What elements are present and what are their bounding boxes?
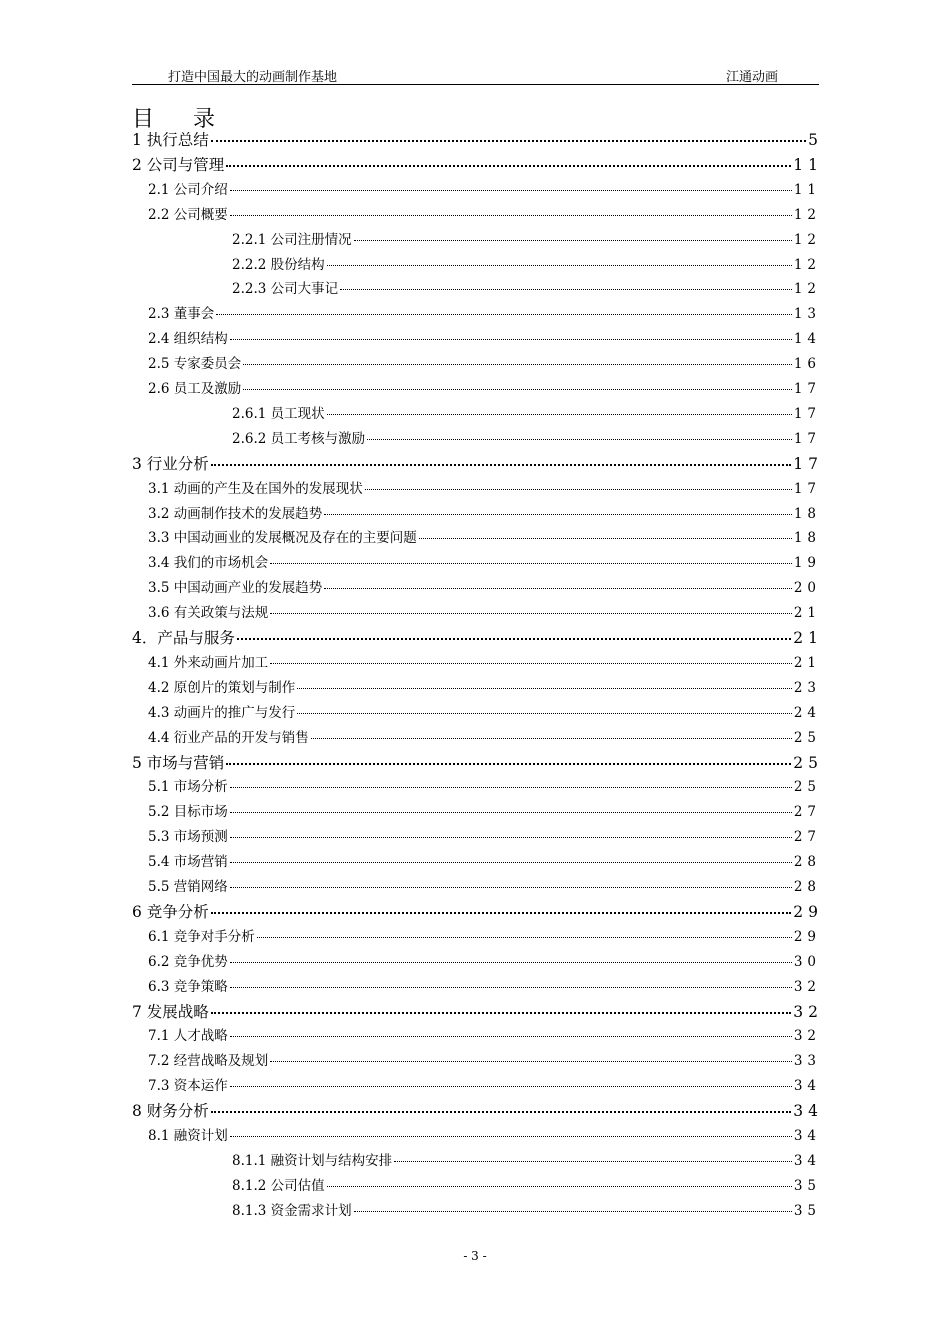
- toc-entry-level-3[interactable]: [232, 253, 821, 273]
- toc-entry-page: 12: [793, 256, 821, 273]
- toc-entry-level-2[interactable]: [148, 526, 821, 547]
- toc-entry-page: 25: [793, 779, 821, 796]
- toc-entry-title: 1 执行总结: [132, 131, 209, 149]
- dot-leader: [243, 389, 792, 390]
- toc-entry-page: 13: [793, 306, 821, 323]
- dot-leader: [226, 763, 791, 765]
- dot-leader: [230, 837, 792, 838]
- toc-entry-page: 11: [793, 155, 823, 174]
- toc-entry-title: 8.1.2 公司估值: [232, 1177, 325, 1194]
- toc-entry-page: 17: [793, 480, 821, 497]
- toc-entry-level-2[interactable]: [148, 701, 821, 721]
- toc-entry-level-2[interactable]: [148, 377, 821, 397]
- toc-entry-title: 4.2 原创片的策划与制作: [148, 679, 296, 696]
- dot-leader: [230, 190, 792, 191]
- toc-entry-page: 17: [793, 405, 821, 422]
- toc-entry-page: 25: [793, 753, 823, 772]
- dot-leader: [230, 339, 792, 340]
- toc-entry-page: 29: [793, 928, 821, 945]
- toc-entry-title: 4．产品与服务: [132, 629, 235, 647]
- toc-entry-page: 12: [793, 206, 821, 223]
- dot-leader: [230, 215, 792, 216]
- toc-entry-level-2[interactable]: [148, 601, 821, 622]
- toc-entry-level-2[interactable]: [148, 302, 821, 323]
- toc-entry-title: 5.2 目标市场: [148, 804, 228, 821]
- toc-heading: 目 录: [132, 107, 231, 132]
- toc-entry-level-2[interactable]: [148, 800, 821, 821]
- dot-leader: [270, 663, 792, 664]
- toc-entry-page: 17: [793, 381, 821, 397]
- toc-entry-title: 5.5 营销网络: [148, 879, 228, 895]
- toc-entry-title: 2.1 公司介绍: [148, 181, 228, 198]
- toc-entry-page: 21: [793, 605, 821, 622]
- dot-leader: [230, 987, 792, 988]
- dot-leader: [365, 489, 792, 490]
- dot-leader: [297, 688, 792, 689]
- toc-entry-level-2[interactable]: [148, 1024, 821, 1045]
- toc-entry-page: 30: [793, 953, 821, 970]
- toc-entry-page: 17: [793, 454, 823, 473]
- toc-entry-title: 6 竞争分析: [132, 902, 209, 921]
- toc-entry-page: 27: [793, 804, 821, 821]
- toc-entry-title: 2.5 专家委员会: [148, 356, 242, 373]
- toc-entry-page: 12: [793, 281, 821, 298]
- page-number: - 3 -: [463, 1249, 487, 1263]
- toc-entry-level-2[interactable]: [148, 502, 821, 522]
- toc-entry-page: 12: [793, 231, 821, 248]
- toc-entry-level-1[interactable]: [132, 900, 823, 924]
- toc-entry-level-1[interactable]: [132, 128, 823, 152]
- toc-entry-title: 2.6.2 员工考核与激励: [232, 430, 366, 447]
- toc-entry-page: 34: [793, 1128, 821, 1144]
- toc-entry-level-2[interactable]: [148, 178, 821, 198]
- toc-entry-title: 2.6 员工及激励: [148, 381, 242, 397]
- toc-entry-level-1[interactable]: [132, 153, 823, 177]
- toc-entry-title: 4.3 动画片的推广与发行: [148, 704, 296, 721]
- toc-entry-title: 8.1.3 资金需求计划: [232, 1202, 352, 1219]
- toc-entry-level-3[interactable]: [232, 228, 821, 248]
- dot-leader: [354, 1211, 792, 1212]
- dot-leader: [243, 364, 792, 365]
- toc-entry-level-2[interactable]: [148, 850, 821, 871]
- toc-entry-title: 7.3 资本运作: [148, 1078, 228, 1095]
- toc-entry-title: 7.2 经营战略及规划: [148, 1053, 269, 1070]
- toc-entry-page: 32: [793, 978, 821, 995]
- toc-entry-level-2[interactable]: [148, 1074, 821, 1095]
- toc-entry-page: 35: [793, 1177, 821, 1194]
- toc-entry-title: 6.1 竞争对手分析: [148, 928, 255, 945]
- toc-entry-title: 7 发展战略: [132, 1002, 209, 1021]
- toc-entry-level-3[interactable]: [232, 402, 821, 422]
- toc-entry-level-2[interactable]: [148, 676, 821, 696]
- dot-leader: [354, 240, 792, 241]
- dot-leader: [327, 1186, 792, 1187]
- toc-entry-level-1[interactable]: [132, 751, 823, 775]
- dot-leader: [311, 738, 792, 739]
- toc-entry-title: 8.1 融资计划: [148, 1128, 228, 1144]
- toc-entry-title: 5.4 市场营销: [148, 854, 228, 871]
- dot-leader: [230, 1136, 792, 1137]
- dot-leader: [270, 1061, 792, 1062]
- dot-leader: [230, 787, 792, 788]
- dot-leader: [211, 464, 791, 466]
- toc-entry-level-3[interactable]: [232, 1199, 821, 1219]
- toc-entry-title: 4.1 外来动画片加工: [148, 654, 269, 671]
- toc-entry-page: 21: [793, 629, 823, 647]
- dot-leader: [270, 613, 792, 614]
- dot-leader: [419, 538, 792, 539]
- toc-entry-title: 2.2 公司概要: [148, 206, 228, 223]
- dot-leader: [230, 962, 792, 963]
- toc-entry-level-3[interactable]: [232, 277, 821, 298]
- toc-entry-title: 5 市场与营销: [132, 753, 225, 772]
- toc-entry-page: 27: [793, 829, 821, 846]
- dot-leader: [230, 1036, 792, 1037]
- toc-entry-title: 3.1 动画的产生及在国外的发展现状: [148, 480, 363, 497]
- dot-leader: [297, 713, 792, 714]
- toc-entry-level-1[interactable]: [132, 452, 823, 476]
- dot-leader: [237, 638, 791, 640]
- dot-leader: [327, 414, 792, 415]
- toc-entry-level-2[interactable]: [148, 1124, 821, 1144]
- toc-entry-level-1[interactable]: [132, 1000, 823, 1024]
- toc-entry-title: 4.4 衍业产品的开发与销售: [148, 729, 309, 746]
- toc-entry-level-2[interactable]: [148, 726, 821, 746]
- dot-leader: [216, 314, 792, 315]
- toc-entry-page: 11: [793, 181, 821, 198]
- toc-entry-level-2[interactable]: [148, 825, 821, 846]
- toc-entry-page: 23: [793, 679, 821, 696]
- toc-entry-page: 29: [793, 902, 823, 921]
- toc-entry-title: 2.3 董事会: [148, 306, 215, 323]
- toc-entry-level-1[interactable]: [132, 1099, 823, 1123]
- toc-entry-title: 2.6.1 员工现状: [232, 405, 325, 422]
- toc-entry-title: 2.2.2 股份结构: [232, 256, 325, 273]
- dot-leader: [394, 1161, 792, 1162]
- toc-entry-title: 2.2.3 公司大事记: [232, 281, 339, 298]
- toc-entry-title: 3.6 有关政策与法规: [148, 605, 269, 622]
- toc-entry-level-2[interactable]: [148, 875, 821, 895]
- toc-entry-page: 32: [793, 1028, 821, 1045]
- toc-entry-page: 16: [793, 356, 821, 373]
- toc-entry-title: 2.4 组织结构: [148, 331, 228, 348]
- toc-entry-title: 3 行业分析: [132, 454, 209, 473]
- toc-entry-page: 14: [793, 331, 821, 348]
- header-title: 打造中国最大的动画制作基地: [168, 70, 338, 85]
- dot-leader: [270, 563, 792, 564]
- toc-entry-page: 21: [793, 654, 821, 671]
- toc-entry-title: 8 财务分析: [132, 1102, 209, 1121]
- toc-entry-page: 18: [793, 530, 821, 547]
- dot-leader: [324, 588, 792, 589]
- toc-entry-page: 34: [793, 1152, 821, 1169]
- dot-leader: [230, 1086, 792, 1087]
- toc-entry-page: 5: [808, 131, 823, 149]
- toc-entry-level-2[interactable]: [148, 551, 821, 572]
- toc-entry-level-3[interactable]: [232, 1174, 821, 1194]
- toc-entry-page: 25: [793, 729, 821, 746]
- toc-entry-page: 24: [793, 704, 821, 721]
- toc-entry-page: 34: [793, 1078, 821, 1095]
- toc-entry-title: 5.1 市场分析: [148, 779, 228, 796]
- toc-entry-level-3[interactable]: [232, 1149, 821, 1169]
- dot-leader: [257, 937, 792, 938]
- toc-entry-title: 6.2 竞争优势: [148, 953, 228, 970]
- toc-entry-page: 18: [793, 505, 821, 522]
- toc-entry-level-2[interactable]: [148, 925, 821, 945]
- toc-entry-level-1[interactable]: [132, 626, 823, 650]
- toc-entry-level-2[interactable]: [148, 203, 821, 223]
- toc-entry-page: 33: [793, 1053, 821, 1070]
- toc-entry-page: 28: [793, 879, 821, 895]
- dot-leader: [230, 887, 792, 888]
- toc-entry-page: 32: [793, 1002, 823, 1021]
- toc-entry-page: 20: [793, 580, 821, 597]
- dot-leader: [367, 439, 792, 440]
- dot-leader: [324, 514, 792, 515]
- toc-entry-level-2[interactable]: [148, 352, 821, 373]
- toc-entry-level-2[interactable]: [148, 775, 821, 796]
- toc-entry-level-2[interactable]: [148, 651, 821, 671]
- dot-leader: [211, 912, 791, 914]
- dot-leader: [230, 812, 792, 813]
- toc-entry-page: 17: [793, 430, 821, 447]
- dot-leader: [211, 140, 806, 142]
- toc-entry-level-2[interactable]: [148, 975, 821, 995]
- toc-entry-title: 3.2 动画制作技术的发展趋势: [148, 505, 323, 522]
- dot-leader: [340, 289, 792, 290]
- toc-entry-level-2[interactable]: [148, 477, 821, 497]
- toc-entry-title: 7.1 人才战略: [148, 1028, 228, 1045]
- dot-leader: [230, 862, 792, 863]
- toc-entry-title: 3.5 中国动画产业的发展趋势: [148, 580, 323, 597]
- toc-entry-page: 28: [793, 854, 821, 871]
- toc-entry-level-2[interactable]: [148, 327, 821, 348]
- dot-leader: [327, 265, 792, 266]
- toc-entry-level-3[interactable]: [232, 427, 821, 447]
- toc-entry-title: 2.2.1 公司注册情况: [232, 231, 352, 248]
- toc-entry-title: 3.3 中国动画业的发展概况及存在的主要问题: [148, 530, 417, 547]
- toc-entry-level-2[interactable]: [148, 576, 821, 597]
- toc-entry-title: 3.4 我们的市场机会: [148, 555, 269, 572]
- header-rule: [132, 84, 819, 85]
- toc-entry-title: 2 公司与管理: [132, 155, 225, 174]
- dot-leader: [226, 165, 791, 167]
- toc-entry-title: 6.3 竞争策略: [148, 978, 228, 995]
- toc-entry-page: 19: [793, 555, 821, 572]
- dot-leader: [211, 1111, 791, 1113]
- toc-entry-level-2[interactable]: [148, 1049, 821, 1070]
- toc-entry-title: 5.3 市场预测: [148, 829, 228, 846]
- toc-entry-page: 34: [793, 1102, 823, 1121]
- header-company: 江通动画: [726, 70, 779, 85]
- toc-entry-page: 35: [793, 1202, 821, 1219]
- dot-leader: [211, 1012, 791, 1014]
- toc-entry-level-2[interactable]: [148, 950, 821, 970]
- toc-entry-title: 8.1.1 融资计划与结构安排: [232, 1152, 393, 1169]
